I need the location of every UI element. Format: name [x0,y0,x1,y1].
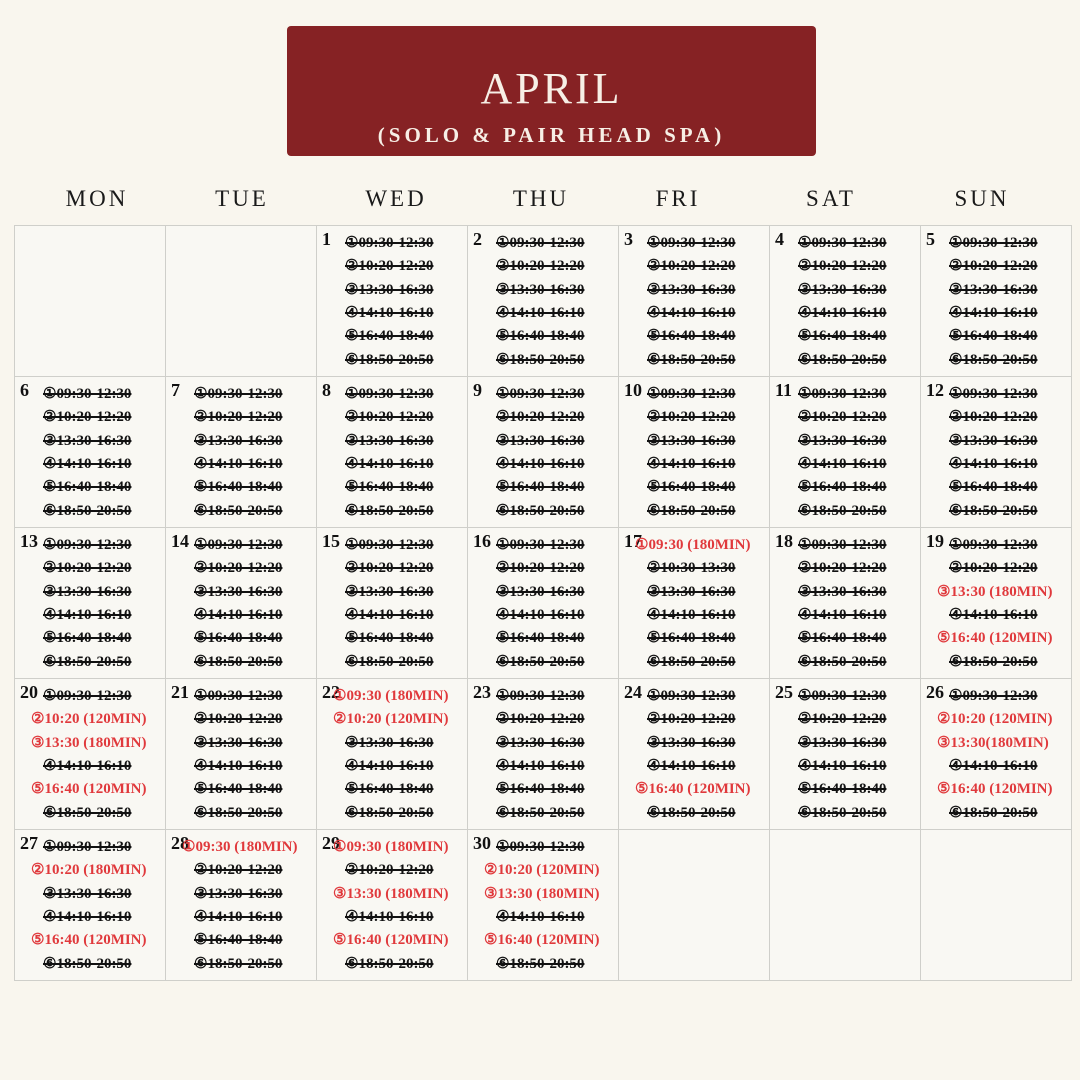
time-slot-booked: ⑥18:50-20:50 [949,502,1038,519]
time-slot-booked: ⑥18:50-20:50 [798,351,887,368]
time-slot-available[interactable]: ⑤16:40 (120MIN) [484,932,600,949]
time-slot-available[interactable]: ⑤16:40 (120MIN) [31,781,147,798]
time-slot-booked: ①09:30-12:30 [496,688,585,704]
time-slot-available[interactable]: ①09:30 (180MIN) [182,839,298,855]
day-number: 6 [20,380,29,400]
calendar-day-cell [769,678,921,830]
time-slot-booked: ③13:30-16:30 [345,281,434,298]
time-slot-booked: ⑤16:40-18:40 [194,479,283,496]
calendar-day-cell [316,829,468,981]
weekday-wed: WED [365,186,427,211]
time-slot-booked: ②10:20-12:20 [496,560,585,577]
time-slot-available[interactable]: ②10:20 (180MIN) [31,862,147,879]
calendar-day-cell [14,678,166,830]
calendar-day-cell [467,678,619,830]
time-slot-booked: ④14:10-16:10 [345,908,434,925]
time-slot-booked: ②10:20-12:20 [647,409,736,426]
day-number: 12 [926,380,944,400]
time-slot-booked: ④14:10-16:10 [194,757,283,774]
time-slot-booked: ①09:30-12:30 [496,537,585,553]
time-slot-available[interactable]: ②10:20 (120MIN) [937,711,1053,728]
time-slot-booked: ③13:30-16:30 [496,583,585,600]
calendar-day-cell [618,376,770,528]
calendar-day-cell [316,527,468,679]
time-slot-booked: ①09:30-12:30 [798,386,887,402]
day-number: 19 [926,531,944,551]
calendar-day-cell [14,376,166,528]
time-slot-booked: ④14:10-16:10 [798,304,887,321]
time-slot-booked: ③13:30-16:30 [496,281,585,298]
time-slot-booked: ①09:30-12:30 [345,386,434,402]
time-slot-booked: ①09:30-12:30 [345,235,434,251]
time-slot-booked: ②10:20-12:20 [647,258,736,275]
time-slot-booked: ③13:30-16:30 [345,734,434,751]
time-slot-booked: ①09:30-12:30 [345,537,434,553]
time-slot-booked: ②10:20-12:20 [194,711,283,728]
time-slot-booked: ③13:30-16:30 [194,583,283,600]
time-slot-booked: ⑤16:40-18:40 [647,630,736,647]
time-slot-booked: ②10:20-12:20 [798,711,887,728]
time-slot-available[interactable]: ⑤16:40 (120MIN) [937,630,1053,647]
time-slot-booked: ②10:20-12:20 [949,560,1038,577]
time-slot-booked: ⑥18:50-20:50 [798,804,887,821]
time-slot-booked: ⑥18:50-20:50 [345,502,434,519]
time-slot-booked: ⑥18:50-20:50 [43,804,132,821]
time-slot-booked: ④14:10-16:10 [345,455,434,472]
calendar-day-cell [618,225,770,377]
time-slot-booked: ①09:30-12:30 [43,839,132,855]
time-slot-booked: ②10:20-12:20 [345,258,434,275]
time-slot-booked: ②10:20-12:20 [345,862,434,879]
time-slot-available[interactable]: ⑤16:40 (120MIN) [635,781,751,798]
time-slot-booked: ⑥18:50-20:50 [43,653,132,670]
time-slot-booked: ②10:20-12:20 [496,258,585,275]
time-slot-booked: ②10:20-12:20 [194,560,283,577]
calendar-day-cell [769,225,921,377]
time-slot-booked: ⑥18:50-20:50 [496,351,585,368]
calendar-cell-empty [14,225,166,377]
time-slot-booked: ④14:10-16:10 [647,757,736,774]
time-slot-booked: ②10:20-12:20 [194,862,283,879]
time-slot-booked: ③13:30-16:30 [647,432,736,449]
calendar-day-cell [14,527,166,679]
time-slot-booked: ③13:30-16:30 [43,583,132,600]
day-number: 2 [473,229,482,249]
time-slot-booked: ⑥18:50-20:50 [194,955,283,972]
calendar-day-cell [920,527,1072,679]
weekday-mon: MON [65,186,129,211]
time-slot-booked: ⑥18:50-20:50 [949,351,1038,368]
time-slot-booked: ③13:30-16:30 [345,583,434,600]
time-slot-booked: ⑥18:50-20:50 [345,804,434,821]
weekday-sat: SAT [806,186,856,211]
time-slot-booked: ④14:10-16:10 [345,757,434,774]
time-slot-booked: ④14:10-16:10 [496,757,585,774]
time-slot-booked: ④14:10-16:10 [43,757,132,774]
time-slot-booked: ④14:10-16:10 [496,455,585,472]
time-slot-booked: ⑤16:40-18:40 [798,328,887,345]
time-slot-booked: ⑤16:40-18:40 [496,630,585,647]
time-slot-booked: ③13:30-16:30 [647,281,736,298]
time-slot-booked: ④14:10-16:10 [496,606,585,623]
time-slot-booked: ④14:10-16:10 [949,606,1038,623]
time-slot-booked: ⑥18:50-20:50 [194,502,283,519]
time-slot-booked: ②10:20-12:20 [798,560,887,577]
calendar-cell-empty [769,829,921,981]
time-slot-booked: ④14:10-16:10 [798,757,887,774]
time-slot-available[interactable]: ②10:20 (120MIN) [333,711,449,728]
time-slot-booked: ①09:30-12:30 [949,235,1038,251]
time-slot-booked: ④14:10-16:10 [43,908,132,925]
time-slot-booked: ⑤16:40-18:40 [43,479,132,496]
time-slot-booked: ④14:10-16:10 [496,908,585,925]
time-slot-booked: ②10:20-12:20 [43,560,132,577]
time-slot-booked: ④14:10-16:10 [647,455,736,472]
time-slot-booked: ④14:10-16:10 [647,304,736,321]
time-slot-booked: ②10:20-12:20 [345,560,434,577]
time-slot-booked: ④14:10-16:10 [345,304,434,321]
time-slot-booked: ①09:30-12:30 [43,688,132,704]
time-slot-booked: ⑥18:50-20:50 [496,804,585,821]
time-slot-available[interactable]: ②10:20 (120MIN) [484,862,600,879]
time-slot-booked: ⑤16:40-18:40 [43,630,132,647]
time-slot-booked: ①09:30-12:30 [949,386,1038,402]
time-slot-booked: ⑤16:40-18:40 [194,781,283,798]
time-slot-booked: ①09:30-12:30 [194,688,283,704]
day-number: 26 [926,682,944,702]
time-slot-booked: ⑥18:50-20:50 [798,502,887,519]
time-slot-booked: ②10:20-12:20 [647,711,736,728]
day-number: 14 [171,531,189,551]
time-slot-booked: ①09:30-12:30 [496,386,585,402]
time-slot-available[interactable]: ③13:30 (180MIN) [31,734,147,751]
time-slot-booked: ②10:20-12:20 [496,711,585,728]
time-slot-booked: ②10:30-13:30 [647,560,736,577]
day-number: 25 [775,682,793,702]
calendar-cell-empty [618,829,770,981]
calendar-day-cell [165,678,317,830]
day-number: 13 [20,531,38,551]
time-slot-booked: ⑤16:40-18:40 [345,328,434,345]
time-slot-booked: ①09:30-12:30 [647,688,736,704]
day-number: 28 [171,833,189,853]
time-slot-booked: ⑤16:40-18:40 [949,328,1038,345]
day-number: 8 [322,380,331,400]
day-number: 29 [322,833,340,853]
time-slot-booked: ⑤16:40-18:40 [194,932,283,949]
time-slot-booked: ③13:30-16:30 [43,432,132,449]
weekday-thu: THU [512,186,570,211]
time-slot-booked: ⑥18:50-20:50 [194,804,283,821]
time-slot-booked: ③13:30-16:30 [194,432,283,449]
calendar-day-cell [316,678,468,830]
calendar-day-cell [467,829,619,981]
calendar-day-cell [165,527,317,679]
time-slot-booked: ⑤16:40-18:40 [345,479,434,496]
weekday-header [14,186,1068,216]
time-slot-booked: ⑤16:40-18:40 [798,781,887,798]
time-slot-booked: ①09:30-12:30 [798,235,887,251]
calendar-day-cell [14,829,166,981]
time-slot-booked: ④14:10-16:10 [194,908,283,925]
time-slot-booked: ①09:30-12:30 [798,688,887,704]
time-slot-booked: ①09:30-12:30 [647,386,736,402]
calendar-cell-empty [165,225,317,377]
day-number: 17 [624,531,642,551]
time-slot-available[interactable]: ③13:30 (180MIN) [937,583,1053,600]
time-slot-booked: ⑥18:50-20:50 [949,653,1038,670]
time-slot-booked: ②10:20-12:20 [194,409,283,426]
time-slot-booked: ⑥18:50-20:50 [647,502,736,519]
time-slot-booked: ②10:20-12:20 [345,409,434,426]
weekday-sun: SUN [954,186,1010,211]
calendar-day-cell [467,527,619,679]
calendar-day-cell [769,376,921,528]
time-slot-booked: ⑤16:40-18:40 [647,328,736,345]
calendar-day-cell [165,376,317,528]
time-slot-booked: ②10:20-12:20 [496,409,585,426]
time-slot-booked: ④14:10-16:10 [194,606,283,623]
time-slot-booked: ①09:30-12:30 [194,537,283,553]
calendar-day-cell [618,678,770,830]
time-slot-booked: ⑤16:40-18:40 [194,630,283,647]
time-slot-available[interactable]: ①09:30 (180MIN) [333,688,449,704]
time-slot-booked: ⑥18:50-20:50 [496,502,585,519]
time-slot-booked: ⑤16:40-18:40 [496,479,585,496]
time-slot-booked: ⑥18:50-20:50 [647,804,736,821]
time-slot-available[interactable]: ③13:30(180MIN) [937,734,1049,751]
time-slot-booked: ①09:30-12:30 [949,537,1038,553]
day-number: 23 [473,682,491,702]
time-slot-booked: ⑤16:40-18:40 [345,630,434,647]
time-slot-booked: ①09:30-12:30 [43,537,132,553]
time-slot-booked: ⑤16:40-18:40 [496,328,585,345]
day-number: 3 [624,229,633,249]
calendar-day-cell [920,678,1072,830]
calendar-day-cell [467,225,619,377]
day-number: 30 [473,833,491,853]
time-slot-booked: ③13:30-16:30 [345,432,434,449]
time-slot-booked: ⑥18:50-20:50 [496,653,585,670]
time-slot-booked: ⑥18:50-20:50 [798,653,887,670]
time-slot-booked: ④14:10-16:10 [496,304,585,321]
day-number: 21 [171,682,189,702]
time-slot-available[interactable]: ①09:30 (180MIN) [635,537,751,553]
day-number: 24 [624,682,642,702]
time-slot-booked: ⑤16:40-18:40 [798,630,887,647]
time-slot-booked: ⑥18:50-20:50 [345,955,434,972]
time-slot-booked: ②10:20-12:20 [798,258,887,275]
time-slot-booked: ①09:30-12:30 [647,235,736,251]
time-slot-booked: ④14:10-16:10 [798,606,887,623]
time-slot-booked: ④14:10-16:10 [949,304,1038,321]
time-slot-booked: ④14:10-16:10 [798,455,887,472]
time-slot-booked: ①09:30-12:30 [496,235,585,251]
time-slot-booked: ③13:30-16:30 [194,734,283,751]
day-number: 10 [624,380,642,400]
time-slot-available[interactable]: ①09:30 (180MIN) [333,839,449,855]
time-slot-booked: ④14:10-16:10 [43,606,132,623]
calendar-day-cell [467,376,619,528]
day-number: 4 [775,229,784,249]
time-slot-booked: ⑥18:50-20:50 [647,351,736,368]
day-number: 20 [20,682,38,702]
time-slot-booked: ②10:20-12:20 [949,409,1038,426]
time-slot-booked: ③13:30-16:30 [43,885,132,902]
month-title: APRIL [480,64,623,113]
time-slot-booked: ③13:30-16:30 [798,432,887,449]
day-number: 27 [20,833,38,853]
time-slot-booked: ④14:10-16:10 [194,455,283,472]
time-slot-booked: ③13:30-16:30 [194,885,283,902]
calendar-day-cell [920,225,1072,377]
time-slot-booked: ③13:30-16:30 [647,583,736,600]
time-slot-booked: ④14:10-16:10 [345,606,434,623]
weekday-fri: FRI [655,186,701,211]
day-number: 1 [322,229,331,249]
time-slot-booked: ③13:30-16:30 [798,734,887,751]
month-subtitle: (SOLO & PAIR HEAD SPA) [377,123,726,147]
day-number: 15 [322,531,340,551]
time-slot-available[interactable]: ②10:20 (120MIN) [31,711,147,728]
calendar-day-cell [165,829,317,981]
time-slot-booked: ①09:30-12:30 [194,386,283,402]
time-slot-booked: ②10:20-12:20 [798,409,887,426]
time-slot-booked: ④14:10-16:10 [43,455,132,472]
time-slot-booked: ⑥18:50-20:50 [949,804,1038,821]
time-slot-booked: ⑥18:50-20:50 [345,351,434,368]
time-slot-booked: ①09:30-12:30 [43,386,132,402]
time-slot-booked: ⑥18:50-20:50 [194,653,283,670]
time-slot-available[interactable]: ⑤16:40 (120MIN) [31,932,147,949]
calendar-cell-empty [920,829,1072,981]
time-slot-booked: ⑤16:40-18:40 [496,781,585,798]
time-slot-booked: ③13:30-16:30 [647,734,736,751]
time-slot-booked: ⑥18:50-20:50 [43,955,132,972]
day-number: 22 [322,682,340,702]
day-number: 7 [171,380,180,400]
time-slot-booked: ③13:30-16:30 [798,281,887,298]
weekday-tue: TUE [215,186,269,211]
day-number: 11 [775,380,793,400]
time-slot-booked: ⑥18:50-20:50 [647,653,736,670]
day-number: 5 [926,229,935,249]
calendar-day-cell [618,527,770,679]
time-slot-booked: ③13:30-16:30 [496,734,585,751]
time-slot-available[interactable]: ⑤16:40 (120MIN) [333,932,449,949]
time-slot-booked: ①09:30-12:30 [496,839,585,855]
time-slot-available[interactable]: ⑤16:40 (120MIN) [937,781,1053,798]
time-slot-booked: ⑥18:50-20:50 [496,955,585,972]
time-slot-booked: ⑤16:40-18:40 [798,479,887,496]
time-slot-booked: ③13:30-16:30 [949,281,1038,298]
calendar-day-cell [316,225,468,377]
time-slot-booked: ③13:30-16:30 [949,432,1038,449]
calendar-day-cell [769,527,921,679]
time-slot-booked: ⑤16:40-18:40 [949,479,1038,496]
calendar-day-cell [316,376,468,528]
day-number: 9 [473,380,482,400]
time-slot-booked: ③13:30-16:30 [496,432,585,449]
month-banner [287,26,816,156]
calendar-day-cell [920,376,1072,528]
time-slot-booked: ④14:10-16:10 [949,757,1038,774]
time-slot-booked: ①09:30-12:30 [949,688,1038,704]
time-slot-available[interactable]: ③13:30 (180MIN) [484,885,600,902]
time-slot-booked: ⑥18:50-20:50 [43,502,132,519]
time-slot-available[interactable]: ③13:30 (180MIN) [333,885,449,902]
day-number: 16 [473,531,491,551]
time-slot-booked: ②10:20-12:20 [43,409,132,426]
time-slot-booked: ④14:10-16:10 [949,455,1038,472]
time-slot-booked: ⑥18:50-20:50 [345,653,434,670]
time-slot-booked: ⑤16:40-18:40 [345,781,434,798]
time-slot-booked: ①09:30-12:30 [798,537,887,553]
time-slot-booked: ②10:20-12:20 [949,258,1038,275]
time-slot-booked: ④14:10-16:10 [647,606,736,623]
day-number: 18 [775,531,793,551]
time-slot-booked: ③13:30-16:30 [798,583,887,600]
time-slot-booked: ⑤16:40-18:40 [647,479,736,496]
